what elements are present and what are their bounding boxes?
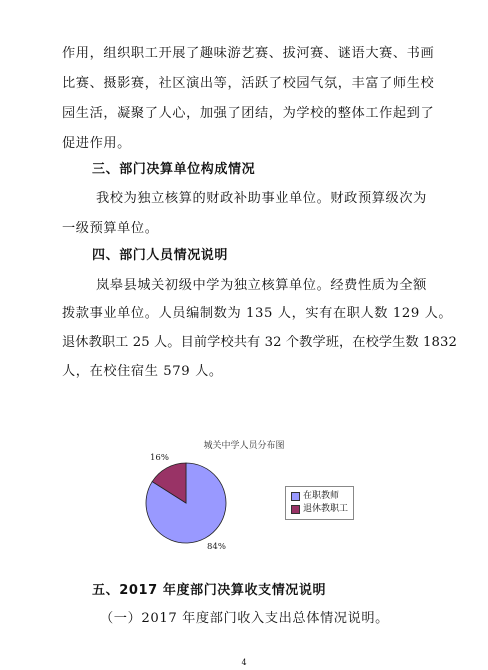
paragraph-1-line-4: 促进作用。 — [62, 136, 131, 151]
paragraph-3-line-1: 岚皋县城关初级中学为独立核算单位。经费性质为全额 — [96, 278, 427, 293]
legend-item-active — [291, 490, 348, 503]
legend-swatch-retired — [291, 505, 300, 514]
paragraph-3-line-2: 拨款事业单位。人员编制数为 135 人，实有在职人数 129 人。 — [62, 306, 453, 321]
legend-item-retired — [291, 503, 348, 516]
legend-label-active: 在职教师 — [303, 491, 340, 501]
paragraph-3-line-4: 人，在校住宿生 579 人。 — [62, 364, 223, 379]
paragraph-2-line-2: 一级预算单位。 — [62, 221, 159, 236]
legend-label-retired: 退休教职工 — [303, 504, 349, 514]
page-number: 4 — [241, 658, 247, 667]
pie-label-retired: 16% — [150, 453, 169, 463]
subheading-1: （一）2017 年度部门收入支出总体情况说明。 — [100, 611, 389, 626]
section-heading-4: 四、部门人员情况说明 — [92, 248, 229, 263]
section-heading-3: 三、部门决算单位构成情况 — [92, 162, 256, 177]
pie-chart — [130, 448, 250, 558]
paragraph-1-line-1: 作用，组织职工开展了趣味游艺赛、拔河赛、谜语大赛、书画 — [62, 46, 435, 61]
pie-label-active: 84% — [207, 542, 226, 552]
chart-legend — [285, 486, 354, 520]
chart-title: 城关中学人员分布图 — [203, 441, 285, 451]
legend-swatch-active — [291, 492, 300, 501]
paragraph-2-line-1: 我校为独立核算的财政补助事业单位。财政预算级次为 — [96, 191, 427, 206]
paragraph-1-line-3: 园生活，凝聚了人心，加强了团结，为学校的整体工作起到了 — [62, 106, 435, 121]
paragraph-3-line-3: 退休教职工 25 人。目前学校共有 32 个教学班，在校学生数 1832 — [62, 335, 457, 350]
section-heading-5: 五、2017 年度部门决算收支情况说明 — [92, 583, 327, 598]
paragraph-1-line-2: 比赛、摄影赛，社区演出等，活跃了校园气氛，丰富了师生校 — [62, 76, 435, 91]
